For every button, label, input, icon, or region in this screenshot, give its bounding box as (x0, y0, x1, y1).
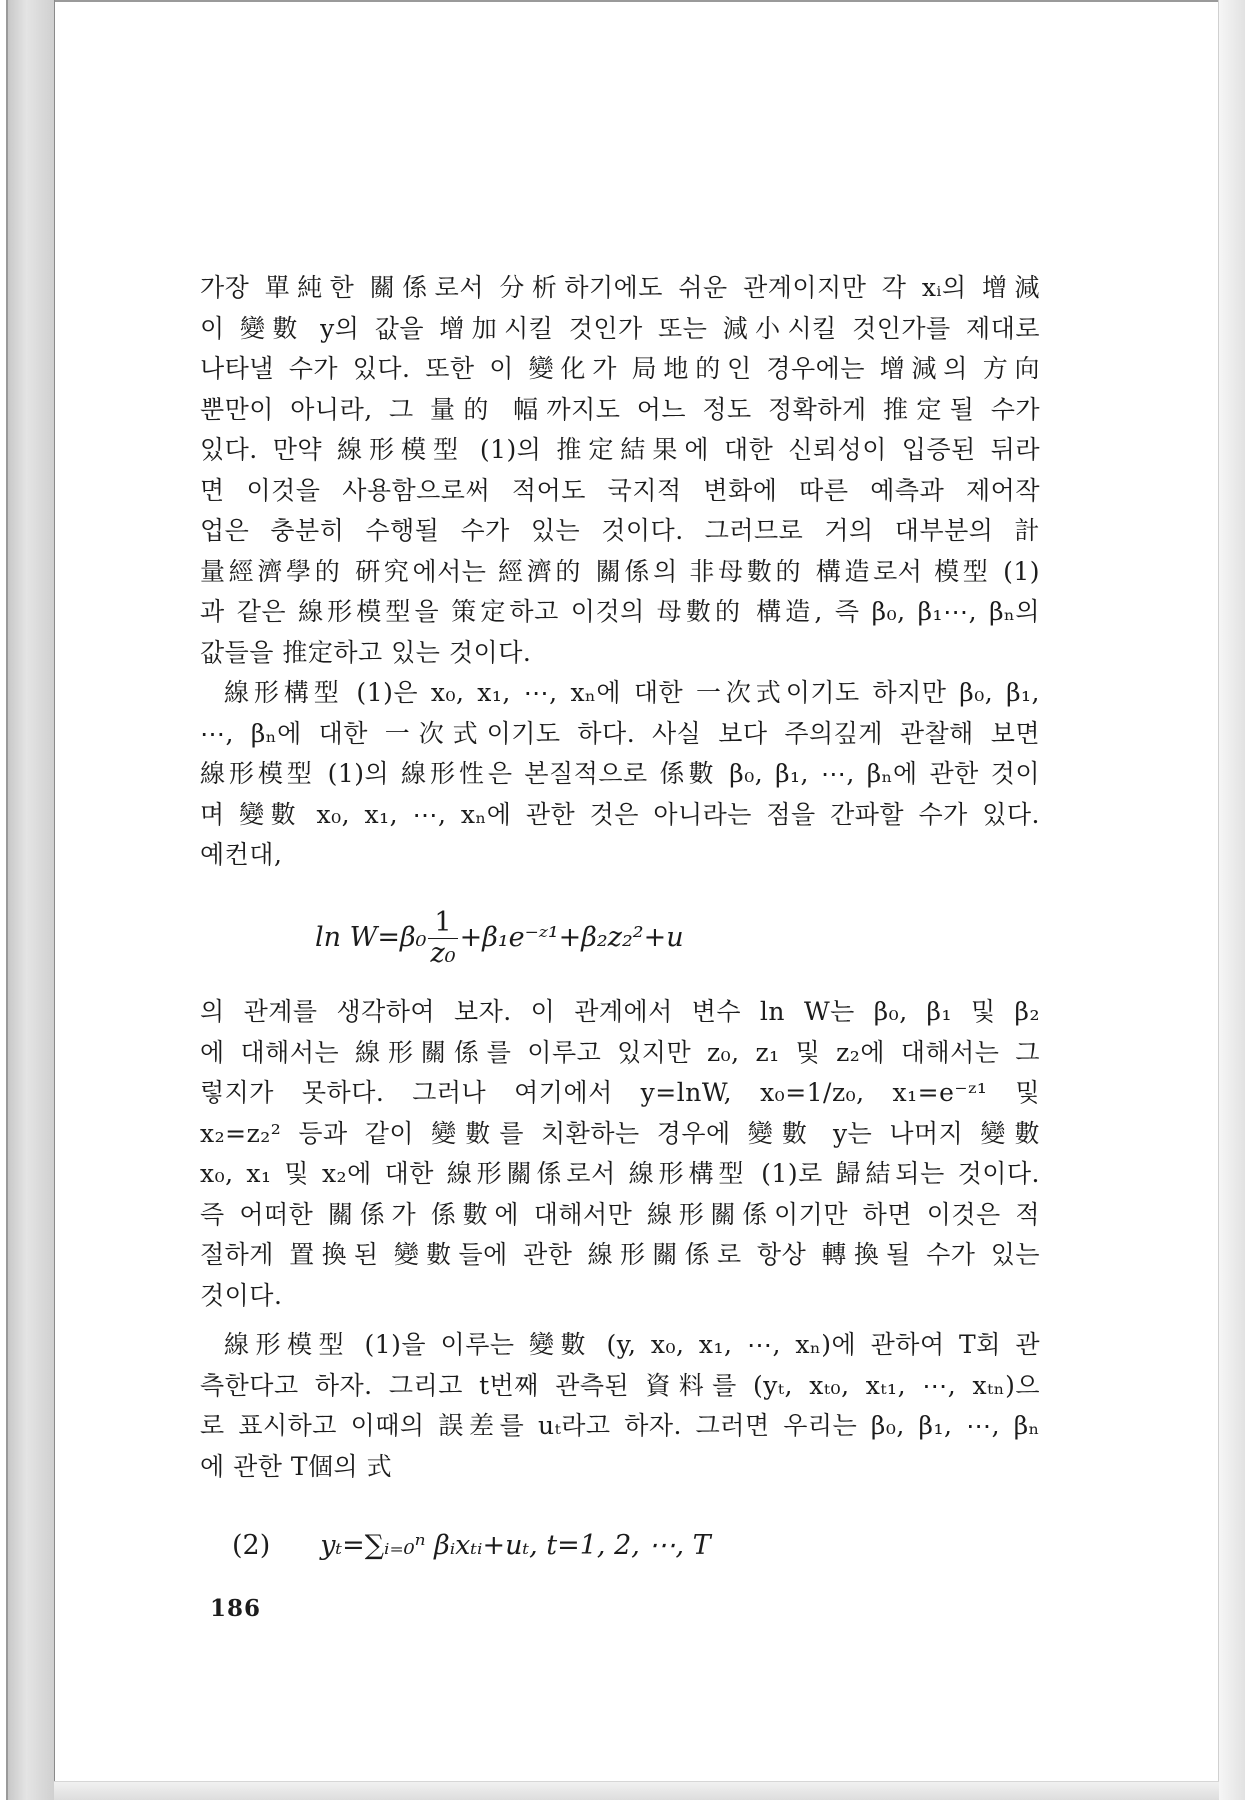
text-line: 에 대해서는 線形關係를 이루고 있지만 z₀, z₁ 및 z₂에 대해서는 그 (200, 1037, 1040, 1067)
text-line: 이 變數 y의 값을 增加시킬 것인가 또는 減小시킬 것인가를 제대로 (200, 313, 1040, 343)
page-edge-bottom (54, 1781, 1219, 1800)
text-line: 의 관계를 생각하여 보자. 이 관계에서 변수 ln W는 β₀, β₁ 및 β₂ (200, 997, 1040, 1026)
page-edge-right (1218, 0, 1245, 1800)
equation-number: (2) (232, 1530, 271, 1561)
equation-2 (232, 1530, 711, 1561)
text-line: 예컨대, (200, 840, 283, 869)
text-line: 렇지가 못하다. 그러나 여기에서 y=lnW, x₀=1/z₀, x₁=e⁻ᶻ¹ 및 (200, 1078, 1040, 1107)
equation-ln-w (315, 908, 684, 969)
text-line: 에 관한 T個의 式 (200, 1451, 393, 1481)
text-line: 量經濟學的 硏究에서는 經濟的 關係의 非母數的 構造로서 模型 (1) (200, 556, 1040, 586)
text-line: 것이다. (200, 1280, 283, 1310)
text-line: 측한다고 하자. 그리고 t번째 관측된 資料를 (yₜ, xₜ₀, xₜ₁, ⋯, xₜₙ)으 (200, 1370, 1040, 1400)
paragraph-4 (200, 1325, 1040, 1487)
paragraph-2 (200, 673, 1040, 876)
text-line: 즉 어떠한 關係가 係數에 대해서만 線形關係이기만 하면 이것은 적 (200, 1199, 1040, 1229)
text-line: 면 이것을 사용함으로써 적어도 국지적 변화에 따른 예측과 제어작 (200, 475, 1040, 505)
text-line: 뿐만이 아니라, 그 量的 幅까지도 어느 정도 정확하게 推定될 수가 (200, 394, 1040, 424)
equation-rhs: +β₁e⁻ᶻ¹+β₂z₂²+u (459, 922, 684, 953)
text-line: 線形構型 (1)은 x₀, x₁, ⋯, xₙ에 대한 一次式이기도 하지만 β₀, β₁, (224, 678, 1040, 707)
fraction-numerator: 1 (428, 908, 457, 939)
text-line: 가장 單純한 關係로서 分析하기에도 쉬운 관계이지만 각 xᵢ의 增減 (200, 273, 1040, 302)
text-line: 線形模型 (1)을 이루는 變數 (y, x₀, x₁, ⋯, xₙ)에 관하여 T회 관 (224, 1330, 1040, 1359)
page-number: 186 (210, 1595, 262, 1622)
paragraph-3 (200, 992, 1040, 1316)
text-line: 로 표시하고 이때의 誤差를 uₜ라고 하자. 그러면 우리는 β₀, β₁, ⋯, βₙ (200, 1411, 1040, 1440)
text-line: x₀, x₁ 및 x₂에 대한 線形關係로서 線形構型 (1)로 歸結되는 것이다. (200, 1159, 1040, 1188)
text-line: 업은 충분히 수행될 수가 있는 것이다. 그러므로 거의 대부분의 計 (200, 516, 1040, 545)
equation-lhs: ln W=β₀ (315, 922, 427, 953)
text-line: x₂=z₂² 등과 같이 變數를 치환하는 경우에 變數 y는 나머지 變數 (200, 1118, 1040, 1148)
text-line: 線形模型 (1)의 線形性은 본질적으로 係數 β₀, β₁, ⋯, βₙ에 관한 것이 (200, 759, 1040, 788)
text-line: 나타낼 수가 있다. 또한 이 變化가 局地的인 경우에는 增減의 方向 (200, 354, 1040, 383)
text-line: 있다. 만약 線形模型 (1)의 推定結果에 대한 신뢰성이 입증된 뒤라 (200, 435, 1040, 464)
paragraph-1 (200, 268, 1040, 673)
text-line: ⋯, βₙ에 대한 一次式이기도 하다. 사실 보다 주의깊게 관찰해 보면 (200, 718, 1040, 748)
text-line: 며 變數 x₀, x₁, ⋯, xₙ에 관한 것은 아니라는 점을 간파할 수가 있다. (200, 799, 1040, 829)
text-line: 과 같은 線形模型을 策定하고 이것의 母數的 構造, 즉 β₀, β₁⋯, βₙ의 (200, 597, 1040, 626)
book-spine (8, 0, 55, 1800)
text-line: 절하게 置換된 變數들에 관한 線形關係로 항상 轉換될 수가 있는 (200, 1240, 1040, 1269)
fraction-denominator: z₀ (430, 938, 456, 969)
equation-fraction (428, 908, 457, 969)
page-body (200, 268, 1040, 876)
equation-body: yₜ=∑ᵢ₌₀ⁿ βᵢxₜᵢ+uₜ, t=1, 2, ⋯, T (320, 1530, 711, 1561)
text-line: 값들을 推定하고 있는 것이다. (200, 637, 532, 667)
